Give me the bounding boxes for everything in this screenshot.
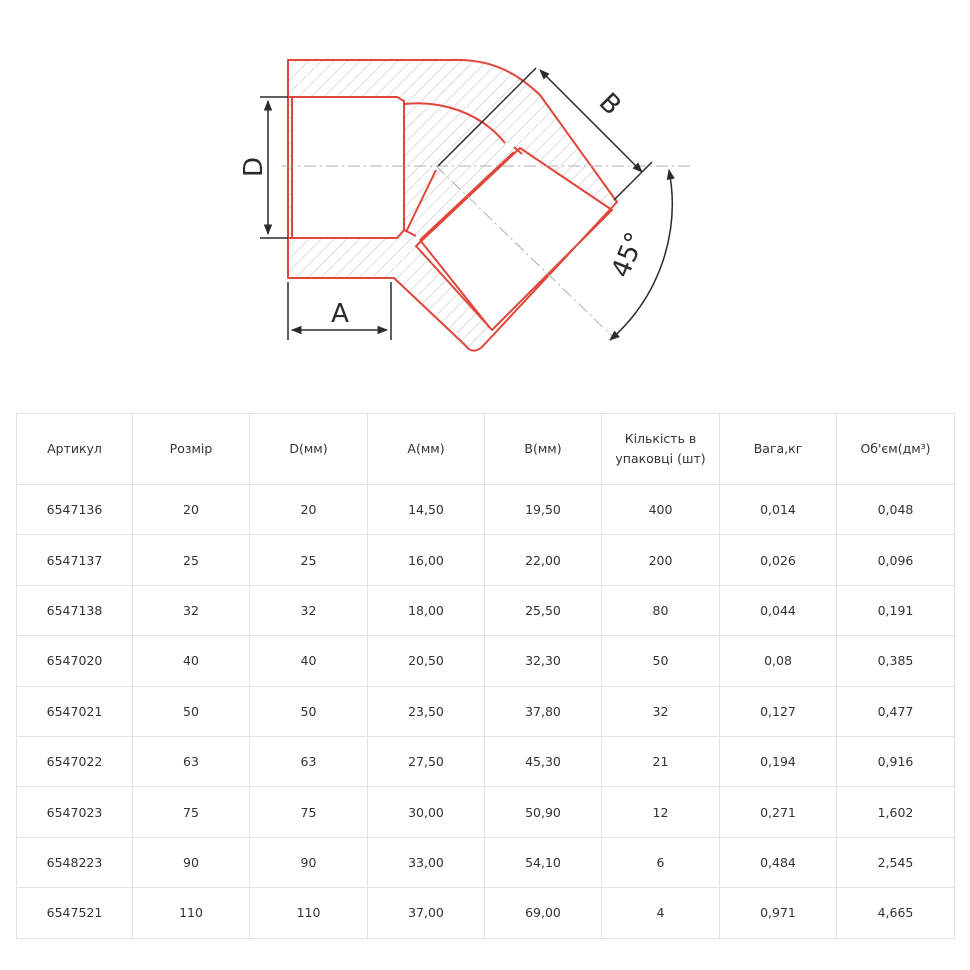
cell-b: 54,10	[485, 837, 602, 887]
cell-volume: 4,665	[837, 888, 955, 938]
dimension-label-angle: 45°	[606, 228, 652, 282]
cell-d: 50	[250, 686, 368, 736]
cell-weight: 0,271	[720, 787, 837, 837]
table-row	[17, 787, 955, 837]
cell-a: 23,50	[368, 686, 485, 736]
cell-weight: 0,014	[720, 485, 837, 535]
cell-pack-qty: 50	[602, 636, 720, 686]
cell-article: 6547137	[17, 535, 133, 585]
table-row	[17, 888, 955, 938]
cell-size: 32	[133, 585, 250, 635]
header-b: B(мм)	[485, 414, 602, 485]
header-pack-qty: Кількість в упаковці (шт)	[602, 414, 720, 485]
dimension-label-a: A	[331, 299, 349, 329]
cell-volume: 0,477	[837, 686, 955, 736]
cell-size: 25	[133, 535, 250, 585]
cell-pack-qty: 400	[602, 485, 720, 535]
cell-article: 6547521	[17, 888, 133, 938]
cell-article: 6548223	[17, 837, 133, 887]
cell-weight: 0,026	[720, 535, 837, 585]
cell-volume: 0,048	[837, 485, 955, 535]
cell-volume: 0,916	[837, 736, 955, 786]
cell-pack-qty: 21	[602, 736, 720, 786]
dimension-label-b: B	[592, 87, 627, 122]
table-row	[17, 837, 955, 887]
cell-size: 90	[133, 837, 250, 887]
cell-volume: 2,545	[837, 837, 955, 887]
cell-pack-qty: 200	[602, 535, 720, 585]
header-size: Розмір	[133, 414, 250, 485]
cell-pack-qty: 80	[602, 585, 720, 635]
cell-pack-qty: 32	[602, 686, 720, 736]
cell-weight: 0,971	[720, 888, 837, 938]
cell-b: 45,30	[485, 736, 602, 786]
cell-size: 63	[133, 736, 250, 786]
cell-b: 19,50	[485, 485, 602, 535]
cell-d: 25	[250, 535, 368, 585]
cell-a: 18,00	[368, 585, 485, 635]
cell-d: 63	[250, 736, 368, 786]
cell-a: 16,00	[368, 535, 485, 585]
cell-article: 6547020	[17, 636, 133, 686]
cell-a: 37,00	[368, 888, 485, 938]
cell-a: 27,50	[368, 736, 485, 786]
cell-d: 40	[250, 636, 368, 686]
cell-a: 20,50	[368, 636, 485, 686]
table-row	[17, 535, 955, 585]
cell-article: 6547136	[17, 485, 133, 535]
cell-weight: 0,127	[720, 686, 837, 736]
cell-size: 20	[133, 485, 250, 535]
spec-table	[16, 413, 955, 939]
cell-d: 110	[250, 888, 368, 938]
header-d: D(мм)	[250, 414, 368, 485]
cell-size: 50	[133, 686, 250, 736]
cell-size: 110	[133, 888, 250, 938]
table-row	[17, 485, 955, 535]
cell-b: 32,30	[485, 636, 602, 686]
cell-size: 75	[133, 787, 250, 837]
cell-b: 37,80	[485, 686, 602, 736]
cell-volume: 0,385	[837, 636, 955, 686]
header-a: A(мм)	[368, 414, 485, 485]
dimension-label-d: D	[239, 156, 269, 178]
cell-b: 50,90	[485, 787, 602, 837]
cell-b: 22,00	[485, 535, 602, 585]
cell-d: 90	[250, 837, 368, 887]
cell-pack-qty: 4	[602, 888, 720, 938]
cell-weight: 0,044	[720, 585, 837, 635]
cell-d: 20	[250, 485, 368, 535]
cell-volume: 0,191	[837, 585, 955, 635]
table-header-row	[17, 414, 955, 485]
header-article: Артикул	[17, 414, 133, 485]
table-row	[17, 686, 955, 736]
cell-article: 6547021	[17, 686, 133, 736]
cell-pack-qty: 12	[602, 787, 720, 837]
cell-a: 14,50	[368, 485, 485, 535]
cell-b: 69,00	[485, 888, 602, 938]
cell-d: 75	[250, 787, 368, 837]
cell-weight: 0,194	[720, 736, 837, 786]
cell-article: 6547023	[17, 787, 133, 837]
cell-weight: 0,08	[720, 636, 837, 686]
cell-volume: 0,096	[837, 535, 955, 585]
cell-b: 25,50	[485, 585, 602, 635]
header-weight: Вага,кг	[720, 414, 837, 485]
header-volume: Об'єм(дм³)	[837, 414, 955, 485]
cell-pack-qty: 6	[602, 837, 720, 887]
table-row	[17, 636, 955, 686]
cell-d: 32	[250, 585, 368, 635]
cell-size: 40	[133, 636, 250, 686]
elbow-technical-drawing	[0, 0, 970, 380]
cell-a: 33,00	[368, 837, 485, 887]
table-row	[17, 736, 955, 786]
cell-a: 30,00	[368, 787, 485, 837]
cell-article: 6547022	[17, 736, 133, 786]
table-row	[17, 585, 955, 635]
cell-article: 6547138	[17, 585, 133, 635]
cell-volume: 1,602	[837, 787, 955, 837]
cell-weight: 0,484	[720, 837, 837, 887]
